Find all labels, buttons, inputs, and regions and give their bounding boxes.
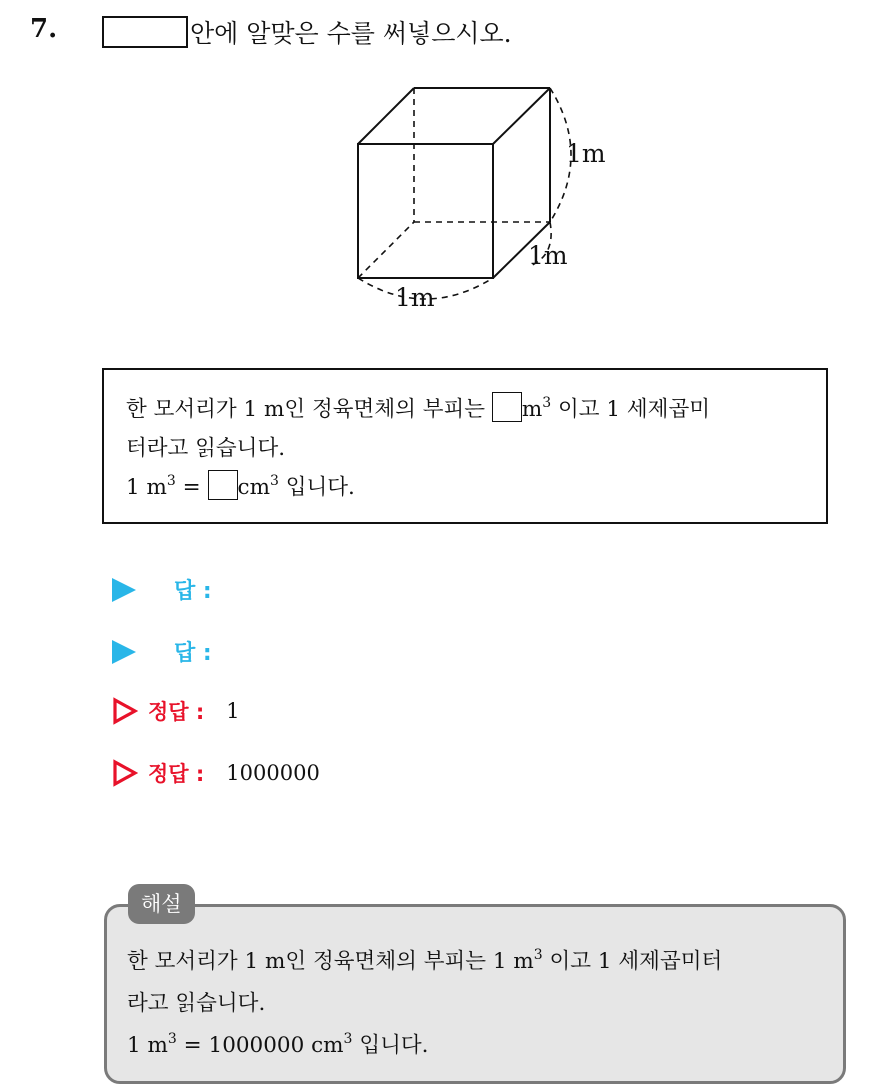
- correct-answer-label: 정답 :: [148, 762, 205, 786]
- question-line-2: 터라고 읽습니다.: [126, 436, 286, 461]
- width-label: 1m: [395, 283, 435, 312]
- answer-label: 답 :: [174, 641, 212, 666]
- answer-label: 답 :: [174, 579, 212, 604]
- explanation-line-1: 한 모서리가 1 m인 정육면체의 부피는 1 $m^3$ 이고 1 세제곱미터: [127, 947, 723, 974]
- question-prompt: [102, 14, 512, 50]
- height-label: 1m: [566, 139, 606, 168]
- fill-blank-2: [208, 470, 238, 500]
- hidden-edge: [358, 222, 414, 278]
- explanation-line-3: 1 $m^3 = 1000000$ $cm^3$ 입니다.: [127, 1031, 429, 1058]
- correct-answer-value: 1: [226, 699, 240, 723]
- question-line-1: 한 모서리가 1 m인 정육면체의 부피는 $m^3$ 이고 1 세제곱미: [126, 390, 804, 429]
- correct-answer-value: 1000000: [226, 761, 320, 785]
- correct-answer-row: [112, 696, 240, 726]
- cube-front-face: [358, 144, 493, 278]
- outline-triangle-icon: [112, 759, 138, 787]
- prompt-text: 안에 알맞은 수를 써넣으시오.: [190, 19, 512, 48]
- play-triangle-icon: [112, 578, 136, 602]
- explanation-line-2: 라고 읽습니다.: [127, 991, 266, 1016]
- cube-figure: [330, 70, 630, 318]
- answer-row: [112, 574, 212, 605]
- fill-blank-1: [492, 392, 522, 422]
- answer-blank-box: [102, 16, 188, 48]
- correct-answer-label: 정답 :: [148, 700, 205, 724]
- question-number: 7.: [30, 14, 58, 44]
- play-triangle-icon: [112, 640, 136, 664]
- correct-answer-row: [112, 758, 320, 788]
- depth-label: 1m: [528, 241, 568, 270]
- question-box: [102, 368, 828, 524]
- explanation-box: [104, 904, 846, 1084]
- question-line-3: 1 $m^3 = cm^3$ 입니다.: [126, 468, 804, 507]
- explanation-tab: 해설: [128, 884, 195, 924]
- answer-row: [112, 636, 212, 667]
- outline-triangle-icon: [112, 697, 138, 725]
